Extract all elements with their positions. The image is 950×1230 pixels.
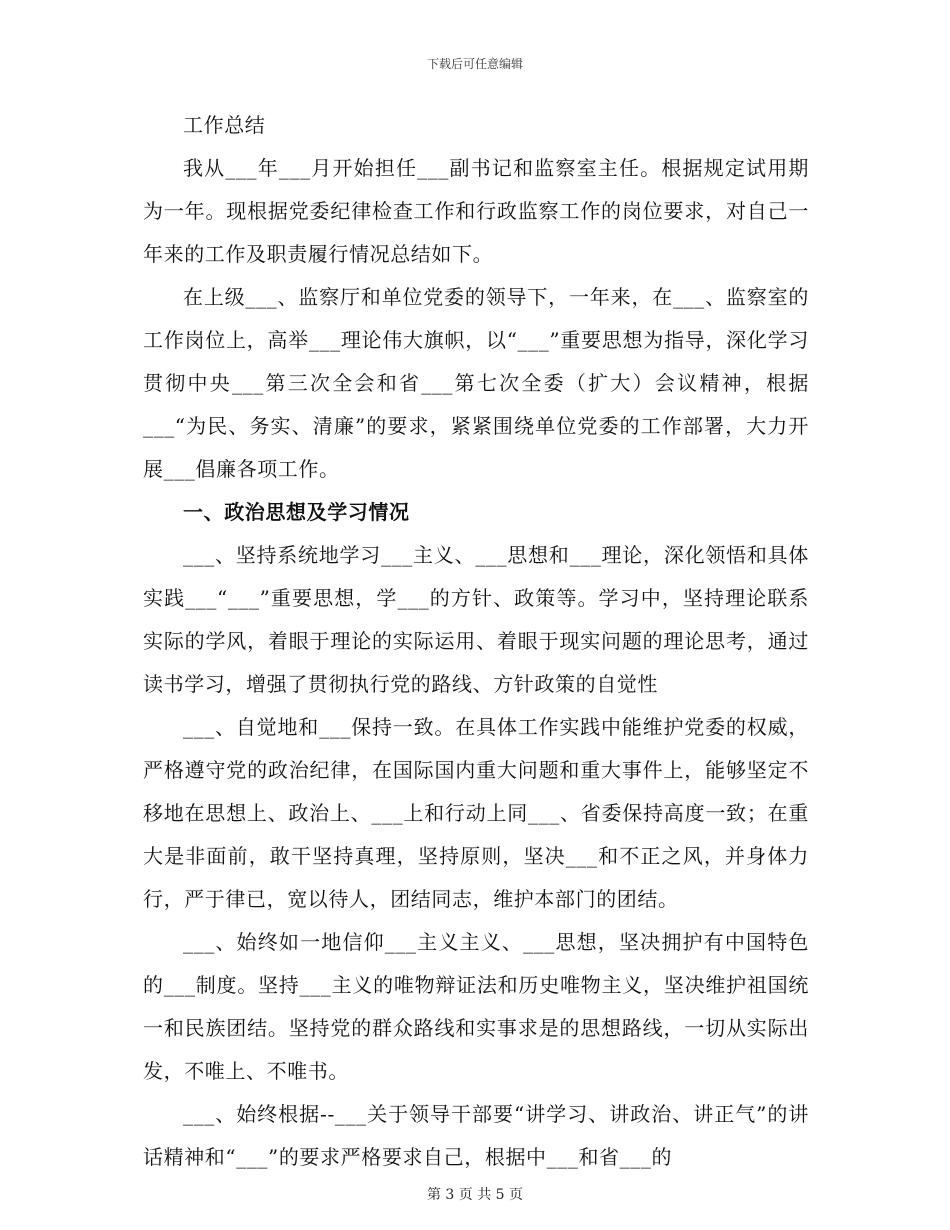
section-heading: 一、政治思想及学习情况 [183,500,410,524]
paragraph: ___、始终如一地信仰___主义主义、___思想，坚决拥护有中国特色的___制度。坚持___主义的唯物辩证法和历史唯物主义，坚决维护祖国统一和民族团结。坚持党的群众路线和实事求是的思想路线，一切从实际出发，不唯上、不唯书。 [143,930,809,1083]
paragraph: ___、自觉地和___保持一致。在具体工作实践中能维护党委的权威，严格遵守党的政治纪律，在国际国内重大问题和重大事件上，能够坚定不移地在思想上、政治上、___上和行动上同___、省委保持高度一致；在重大是非面前，敢干坚持真理，坚持原则，坚决___和不正之风，并身体力行，严于律已，宽以待人，团结同志，维护本部门的团结。 [143,715,809,911]
paragraph: 我从___年___月开始担任___副书记和监察室主任。根据规定试用期为一年。现根据党委纪律检查工作和行政监察工作的岗位要求，对自己一年来的工作及职责履行情况总结如下。 [143,156,809,266]
paragraph: ___、始终根据--___关于领导干部要“讲学习、讲政治、讲正气”的讲话精神和“___”的要求严格要求自己，根据中___和省___的 [143,1102,809,1169]
document-body [143,104,809,1179]
page-number: 第 3 页 共 5 页 [426,1187,524,1203]
page-header: 下载后可任意编辑 [426,57,523,71]
document-title: 工作总结 [183,113,266,137]
paragraph: 在上级___、监察厅和单位党委的领导下，一年来，在___、监察室的工作岗位上，高举___理论伟大旗帜，以“___”重要思想为指导，深化学习贯彻中央___第三次全会和省___第七次全委（扩大）会议精神，根据___“为民、务实、清廉”的要求，紧紧围绕单位党委的工作部署，大力开展___倡廉各项工作。 [143,285,809,481]
paragraph: ___、坚持系统地学习___主义、___思想和___理论，深化领悟和具体实践___“___”重要思想，学___的方针、政策等。学习中，坚持理论联系实际的学风，着眼于理论的实际运用、着眼于现实问题的理论思考，通过读书学习，增强了贯彻执行党的路线、方针政策的自觉性 [143,543,809,696]
